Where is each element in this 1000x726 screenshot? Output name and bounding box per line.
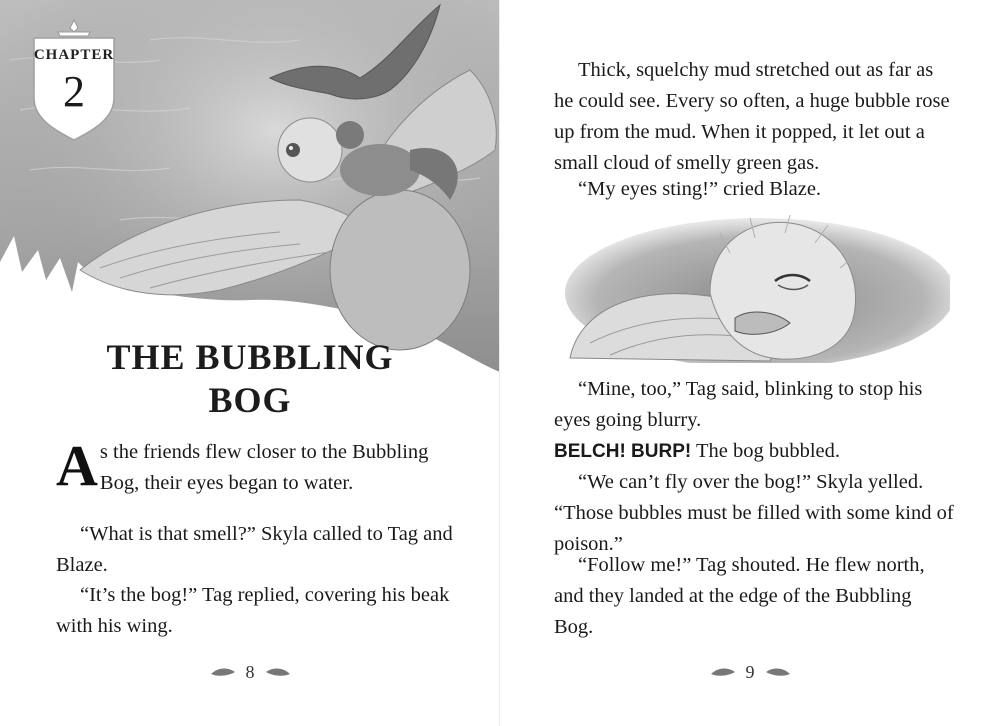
page-number: 8	[245, 661, 255, 682]
paragraph: Thick, squelchy mud stretched out as far as he could see. Every so often, a huge bubble rose up from the mud. When it popped, it let out a small cloud of smelly green gas.	[554, 59, 950, 174]
paragraph: “It’s the bog!” Tag replied, covering his beak with his wing.	[56, 584, 450, 637]
leaf-ornament-icon	[265, 666, 291, 678]
leaf-ornament-icon	[210, 666, 236, 678]
sound-effect-text: BELCH! BURP!	[554, 441, 692, 462]
opening-paragraph	[56, 433, 456, 499]
page-number-left	[190, 660, 310, 684]
chapter-title-line-2: BOG	[208, 380, 292, 420]
paragraph-text: s the friends flew closer to the Bubbling Bog, their eyes began to water.	[99, 441, 429, 494]
page-number-right	[690, 660, 810, 684]
sound-effect-paragraph	[554, 436, 954, 467]
chick-illustration	[560, 213, 950, 363]
drop-cap: A	[56, 433, 98, 498]
squinting-chick-illustration	[560, 213, 950, 363]
leaf-ornament-icon	[710, 666, 736, 678]
chapter-badge	[28, 18, 120, 148]
page-number: 9	[745, 661, 755, 682]
paragraph-text: The bog bubbled.	[691, 440, 841, 462]
chapter-number: 2	[63, 67, 85, 116]
paragraph: “My eyes sting!” cried Blaze.	[578, 178, 822, 200]
chapter-title-line-1: THE BUBBLING	[106, 337, 394, 377]
paragraph: “What is that smell?” Skyla called to Tag and Blaze.	[56, 523, 453, 576]
paragraph: “Follow me!” Tag shouted. He flew north, and they landed at the edge of the Bubbling Bog.	[554, 554, 925, 638]
paragraph: “We can’t fly over the bog!” Skyla yelled. “Those bubbles must be filled with some kind of poison.”	[554, 471, 954, 555]
leaf-ornament-icon	[765, 666, 791, 678]
paragraph: “Mine, too,” Tag said, blinking to stop his eyes going blurry.	[554, 378, 923, 431]
chapter-label: CHAPTER	[33, 47, 115, 63]
